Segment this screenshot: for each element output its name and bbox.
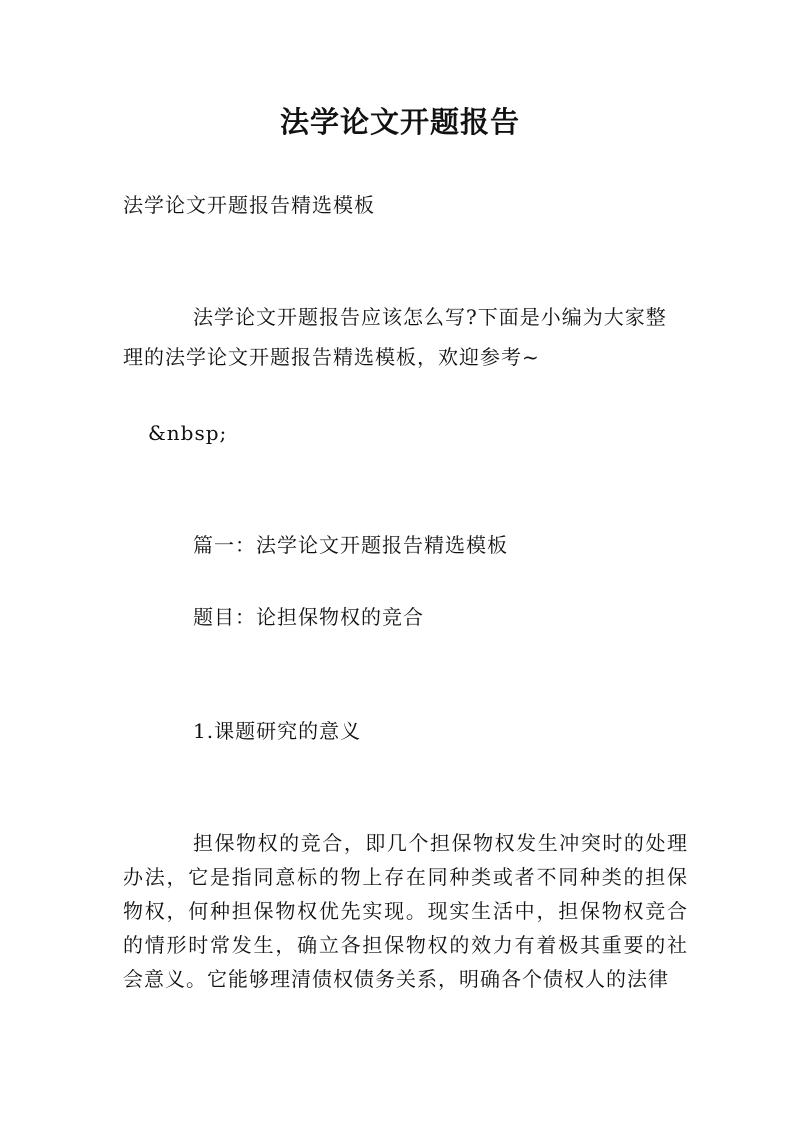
topic-line: 题目：论担保物权的竞合 bbox=[193, 605, 424, 629]
section-heading: 篇一：法学论文开题报告精选模板 bbox=[193, 533, 508, 557]
intro-line-2: 理的法学论文开题报告精选模板，欢迎参考~ bbox=[123, 345, 540, 369]
intro-line-1: 法学论文开题报告应该怎么写?下面是小编为大家整 bbox=[193, 305, 667, 329]
document-title: 法学论文开题报告 bbox=[279, 105, 520, 139]
nbsp-literal-text: &nbsp; bbox=[148, 421, 228, 445]
numbered-heading: 1.课题研究的意义 bbox=[193, 719, 362, 743]
body-paragraph: 担保物权的竞合，即几个担保物权发生冲突时的处理办法，它是指同意标的物上存在同种类或者不同种类的担保物权，何种担保物权优先实现。现实生活中，担保物权竞合的情形时常发生，确立各担保物权的效力有着极其重要的社会意义。它能够理清债权债务关系，明确各个债权人的法律 bbox=[123, 831, 688, 991]
document-subtitle: 法学论文开题报告精选模板 bbox=[123, 193, 375, 217]
